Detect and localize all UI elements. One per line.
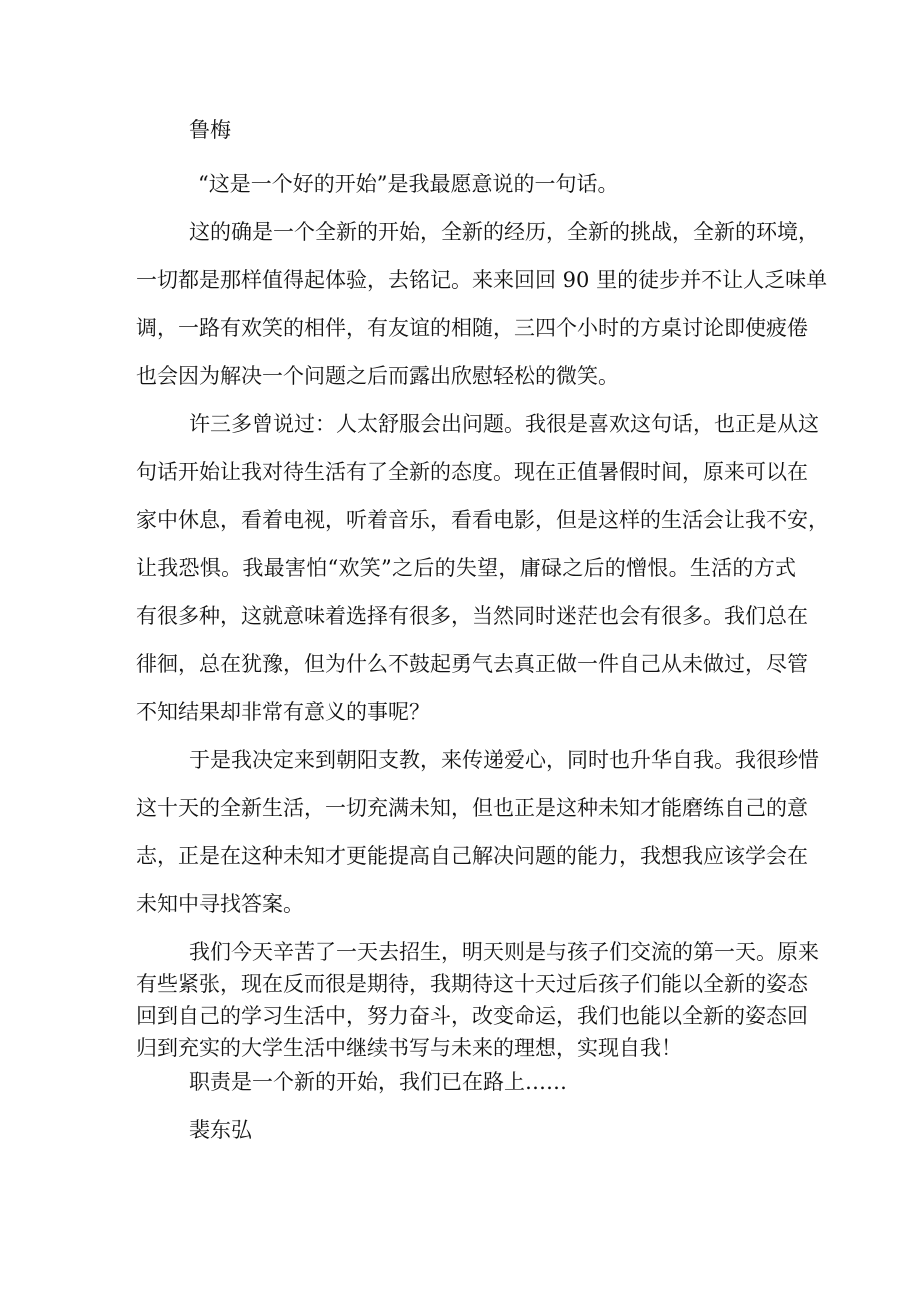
- paragraph-2-line-3: 家中休息，看着电视，听着音乐，看看电影，但是这样的生活会让我不安，: [136, 508, 829, 532]
- paragraph-3-line-2: 这十天的全新生活，一切充满未知，但也正是这种未知才能磨练自己的意: [136, 796, 808, 820]
- author-name-bottom: 裴东弘: [189, 1118, 252, 1142]
- paragraph-4-line-4: 归到充实的大学生活中继续书写与未来的理想，实现自我！: [136, 1036, 682, 1060]
- author-name-top: 鲁梅: [189, 118, 231, 142]
- paragraph-2-line-1: 许三多曾说过：人太舒服会出问题。我很是喜欢这句话，也正是从这: [189, 412, 819, 436]
- paragraph-1-line-2: 一切都是那样值得起体验，去铭记。来来回回 90 里的徒步并不让人乏味单: [136, 268, 828, 292]
- paragraph-4-line-3: 回到自己的学习生活中，努力奋斗，改变命运，我们也能以全新的姿态回: [136, 1004, 808, 1028]
- paragraph-2-line-5: 有很多种，这就意味着选择有很多，当然同时迷茫也会有很多。我们总在: [136, 604, 808, 628]
- paragraph-2-line-4: 让我恐惧。我最害怕“欢笑”之后的失望，庸碌之后的憎恨。生活的方式: [136, 556, 796, 580]
- paragraph-3-line-1: 于是我决定来到朝阳支教，来传递爱心，同时也升华自我。我很珍惜: [189, 748, 819, 772]
- paragraph-1-line-4: 也会因为解决一个问题之后而露出欣慰轻松的微笑。: [136, 364, 619, 388]
- paragraph-3-line-4: 未知中寻找答案。: [136, 892, 304, 916]
- paragraph-2-line-2: 句话开始让我对待生活有了全新的态度。现在正值暑假时间，原来可以在: [136, 460, 808, 484]
- paragraph-3-line-3: 志，正是在这种未知才更能提高自己解决问题的能力，我想我应该学会在: [136, 844, 808, 868]
- paragraph-2-line-7: 不知结果却非常有意义的事呢？: [136, 700, 430, 724]
- opening-quote: “这是一个好的开始”是我最愿意说的一句话。: [198, 172, 619, 196]
- closing-line: 职责是一个新的开始，我们已在路上……: [189, 1070, 567, 1094]
- paragraph-4-line-2: 有些紧张，现在反而很是期待，我期待这十天过后孩子们能以全新的姿态: [136, 972, 808, 996]
- paragraph-2-line-6: 徘徊，总在犹豫，但为什么不鼓起勇气去真正做一件自己从未做过，尽管: [136, 652, 808, 676]
- paragraph-1-line-1: 这的确是一个全新的开始，全新的经历，全新的挑战，全新的环境，: [189, 220, 819, 244]
- paragraph-1-line-3: 调，一路有欢笑的相伴，有友谊的相随，三四个小时的方桌讨论即使疲倦: [136, 316, 808, 340]
- paragraph-4-line-1: 我们今天辛苦了一天去招生，明天则是与孩子们交流的第一天。原来: [189, 940, 819, 964]
